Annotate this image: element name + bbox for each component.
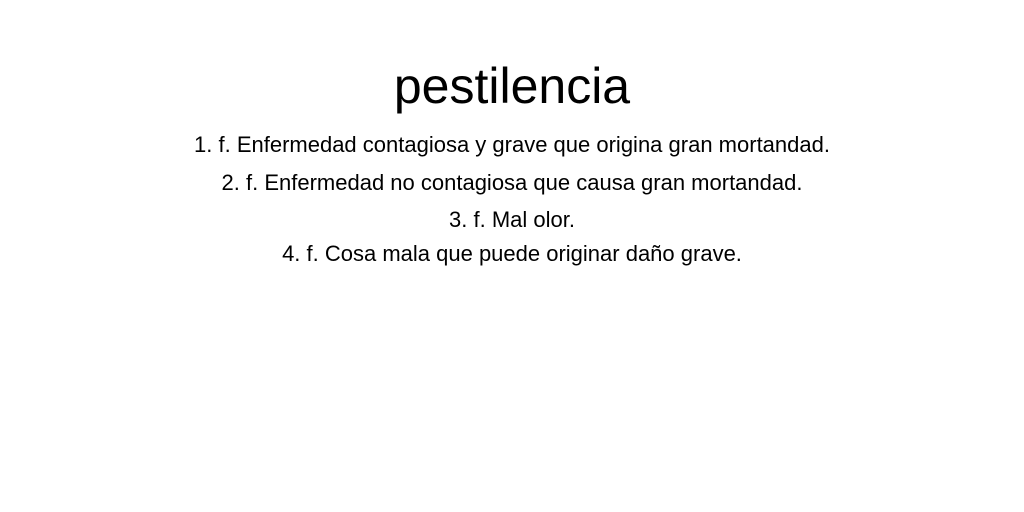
headword-title: pestilencia xyxy=(393,58,631,114)
definition-item-2: 2. f. Enfermedad no contagiosa que causa gran mortandad. xyxy=(221,170,803,195)
definition-item-3: 3. f. Mal olor. xyxy=(449,207,575,232)
definition-list xyxy=(0,130,1024,269)
definition-item-4: 4. f. Cosa mala que puede originar daño grave. xyxy=(282,241,742,266)
definition-item-1: 1. f. Enfermedad contagiosa y grave que origina gran mortandad. xyxy=(194,132,830,157)
